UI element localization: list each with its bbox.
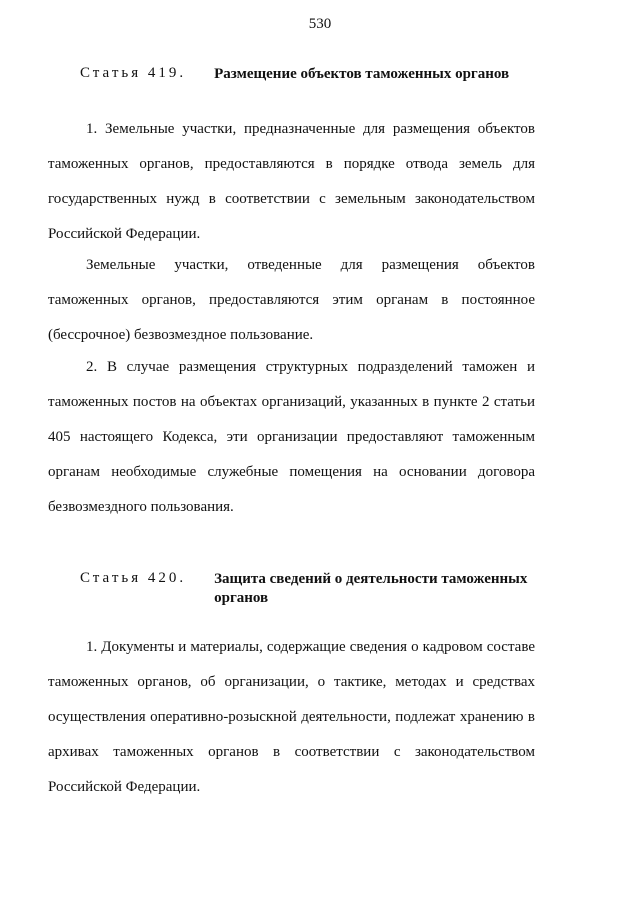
article-label: Статья 420.	[80, 570, 187, 586]
article-label: Статья 419.	[80, 65, 187, 81]
page-number: 530	[308, 16, 332, 32]
paragraph: 1. Документы и материалы, содержащие сведения о кадровом составе таможенных органов, об организации, о тактике, методах и средствах осуществления оперативно-розыскной деятельности, подлежат хранению в архивах таможенных органов в соответствии с законодательством Российской Федерации.	[48, 639, 535, 795]
paragraph: 2. В случае размещения структурных подразделений таможен и таможенных постов на объектах организаций, указанных в пункте 2 статьи 405 настоящего Кодекса, эти организации предоставляют таможенным органам необходимые служебные помещения на основании договора безвозмездного пользования.	[48, 359, 535, 515]
article-title: Размещение объектов таможенных органов	[214, 66, 510, 82]
paragraph: Земельные участки, отведенные для размещения объектов таможенных органов, предоставляются этим органам в постоянное (бессрочное) безвозмездное пользование.	[48, 257, 535, 343]
article-title: Защита сведений о деятельности таможенных органов	[214, 571, 528, 606]
paragraph: 1. Земельные участки, предназначенные для размещения объектов таможенных органов, предоставляются в порядке отвода земель для государственных нужд в соответствии с земельным законодательством Российской Федерации.	[48, 121, 535, 242]
article-419-heading	[80, 65, 550, 84]
article-420-heading	[80, 570, 550, 608]
